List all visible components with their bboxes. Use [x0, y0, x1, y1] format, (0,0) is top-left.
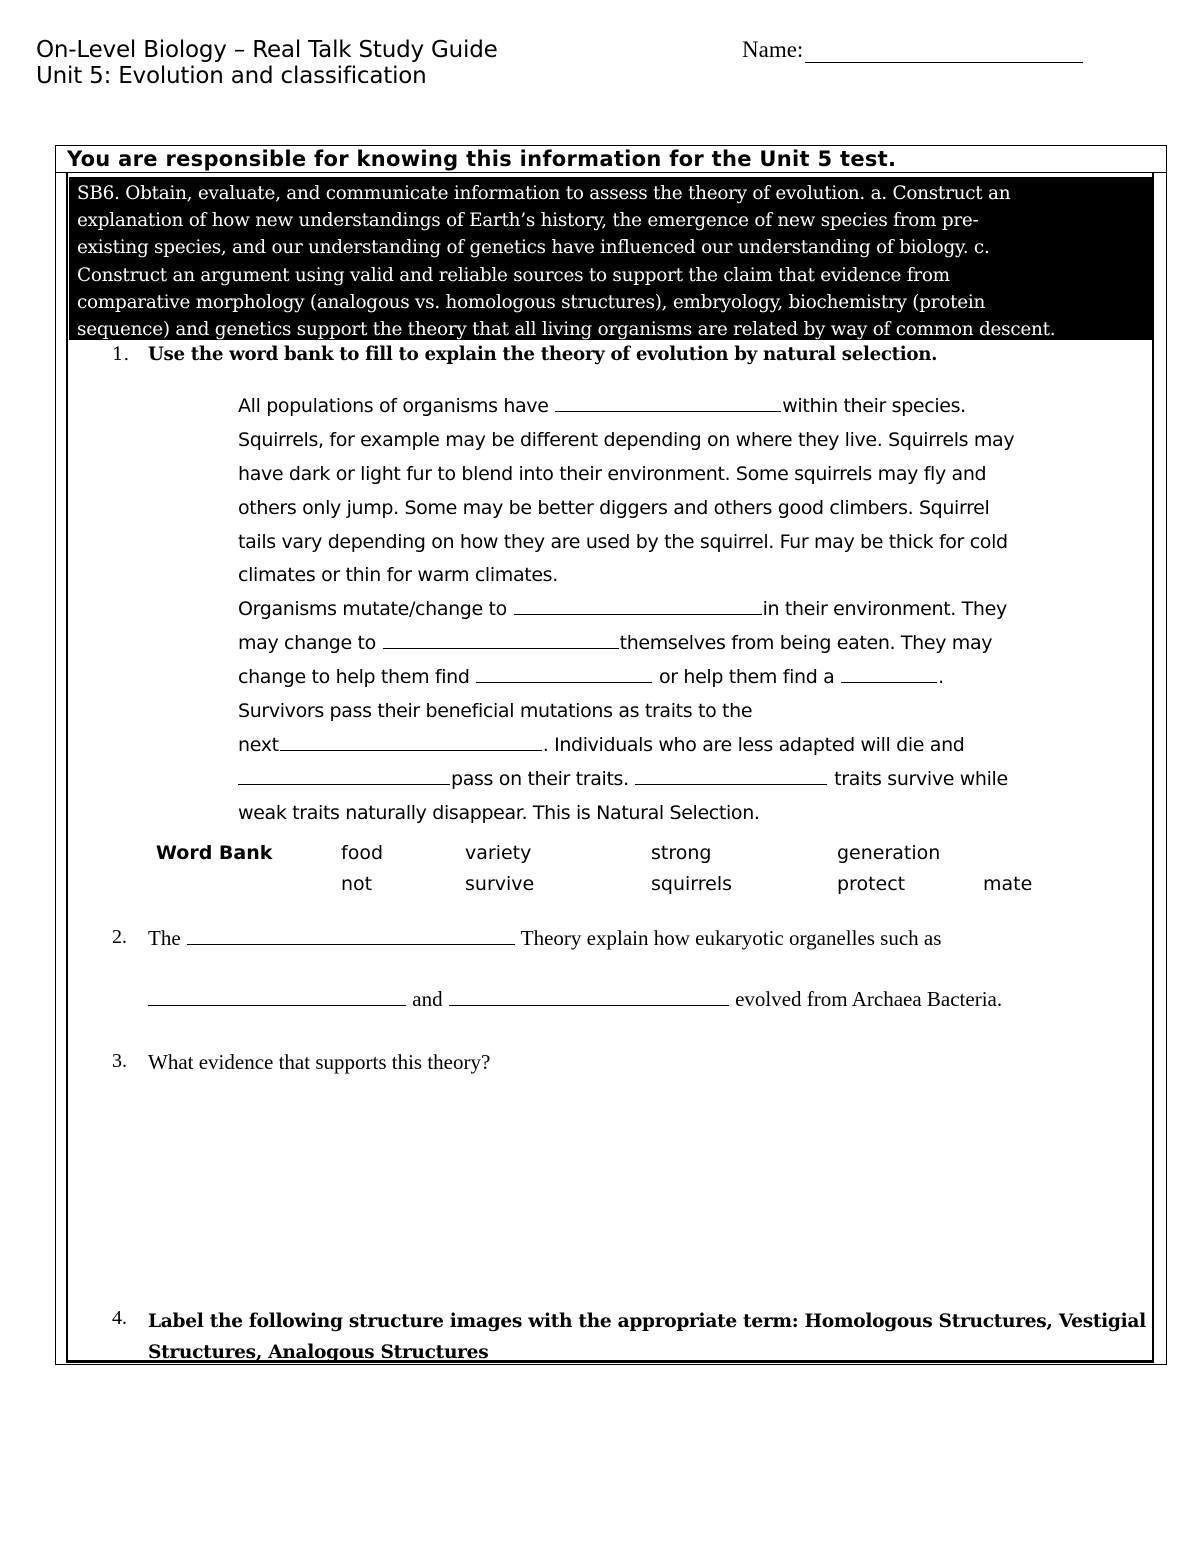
- word-bank-item: mate: [983, 873, 1033, 895]
- name-field[interactable]: [742, 37, 1083, 63]
- question-3-prompt: What evidence that supports this theory?: [148, 1050, 491, 1074]
- answer-blank[interactable]: [635, 764, 827, 785]
- unit-title: Unit 5: Evolution and classification: [36, 63, 427, 89]
- question-1-prompt: Use the word bank to fill to explain the theory of evolution by natural selection.: [148, 344, 938, 365]
- text: Squirrels, for example may be different depending on where they live. Squirrels may: [238, 428, 1015, 451]
- word-bank-item: generation: [837, 842, 941, 864]
- text: climates or thin for warm climates.: [238, 564, 558, 587]
- word-bank-item: food: [341, 842, 383, 864]
- text: Organisms mutate/change to: [238, 598, 513, 621]
- text: Structures, Analogous Structures: [148, 1342, 489, 1363]
- text: The: [148, 926, 186, 950]
- document-title: On-Level Biology – Real Talk Study Guide: [36, 37, 498, 63]
- text: Survivors pass their beneficial mutations as traits to the: [238, 700, 753, 723]
- text: All populations of organisms have: [238, 395, 555, 417]
- word-bank-item: strong: [651, 842, 712, 864]
- text: change to help them find: [238, 666, 476, 689]
- notice-heading: You are responsible for knowing this information for the Unit 5 test.: [67, 147, 897, 171]
- text: Theory explain how eukaryotic organelles such as: [515, 926, 942, 950]
- name-label: Name:: [742, 37, 804, 62]
- word-bank-item: squirrels: [651, 873, 733, 895]
- answer-blank[interactable]: [238, 764, 450, 785]
- text: others only jump. Some may be better diggers and others good climbers. Squirrel: [238, 496, 990, 519]
- text: weak traits naturally disappear. This is Natural Selection.: [238, 801, 760, 824]
- standard-line: SB6. Obtain, evaluate, and communicate information to assess the theory of evolution. a. Construct an: [77, 183, 1011, 204]
- text: next: [238, 733, 279, 756]
- name-blank[interactable]: [805, 42, 1083, 63]
- text: tails vary depending on how they are used by the squirrel. Fur may be thick for cold: [238, 530, 1008, 553]
- text: have dark or light fur to blend into their environment. Some squirrels may fly and: [238, 462, 987, 485]
- text: or help them find a: [653, 666, 841, 689]
- answer-blank[interactable]: [280, 730, 542, 751]
- word-bank-item: not: [341, 873, 373, 895]
- question-number: 2.: [112, 926, 127, 948]
- text: in their environment. They: [762, 598, 1007, 621]
- word-bank-title: Word Bank: [156, 842, 273, 864]
- word-bank-item: variety: [465, 842, 532, 864]
- standard-line: Construct an argument using valid and reliable sources to support the claim that evidence from: [77, 264, 950, 286]
- text: Label the following structure images with the appropriate term: Homologous Structures, Vestigial: [148, 1311, 1146, 1332]
- question-number: 1.: [112, 344, 130, 365]
- question-number: 3.: [112, 1050, 127, 1072]
- question-4-prompt: [148, 1306, 1146, 1368]
- fill-in-paragraph: [238, 390, 1088, 831]
- standard-line: existing species, and our understanding of genetics have influenced our understanding of biology. c.: [77, 237, 990, 259]
- text: within their species.: [782, 395, 966, 417]
- question-2-line-2: [148, 987, 1002, 1012]
- text: .: [938, 666, 944, 689]
- text: and: [407, 987, 448, 1011]
- answer-blank[interactable]: [383, 628, 619, 649]
- answer-blank[interactable]: [187, 926, 515, 945]
- word-bank-item: protect: [837, 873, 906, 895]
- answer-blank[interactable]: [514, 594, 762, 615]
- text: evolved from Archaea Bacteria.: [729, 987, 1003, 1011]
- text: may change to: [238, 632, 382, 655]
- word-bank-item: survive: [465, 873, 535, 895]
- standard-line: sequence) and genetics support the theory that all living organisms are related by way of common descent.: [77, 319, 1056, 341]
- text: . Individuals who are less adapted will die and: [542, 733, 965, 756]
- answer-blank[interactable]: [476, 662, 652, 683]
- text: pass on their traits.: [451, 767, 635, 790]
- answer-blank[interactable]: [555, 391, 781, 412]
- answer-blank[interactable]: [449, 987, 729, 1006]
- standard-box: [69, 177, 1154, 340]
- standard-line: explanation of how new understandings of Earth’s history, the emergence of new species from pre-: [77, 210, 979, 232]
- text: traits survive while: [828, 767, 1008, 790]
- answer-blank[interactable]: [148, 987, 406, 1006]
- question-number: 4.: [112, 1307, 127, 1329]
- answer-blank[interactable]: [841, 662, 937, 683]
- standard-line: comparative morphology (analogous vs. homologous structures), embryology, biochemistry (protein: [77, 291, 986, 313]
- text: themselves from being eaten. They may: [619, 632, 993, 655]
- question-2-line-1: [148, 926, 941, 951]
